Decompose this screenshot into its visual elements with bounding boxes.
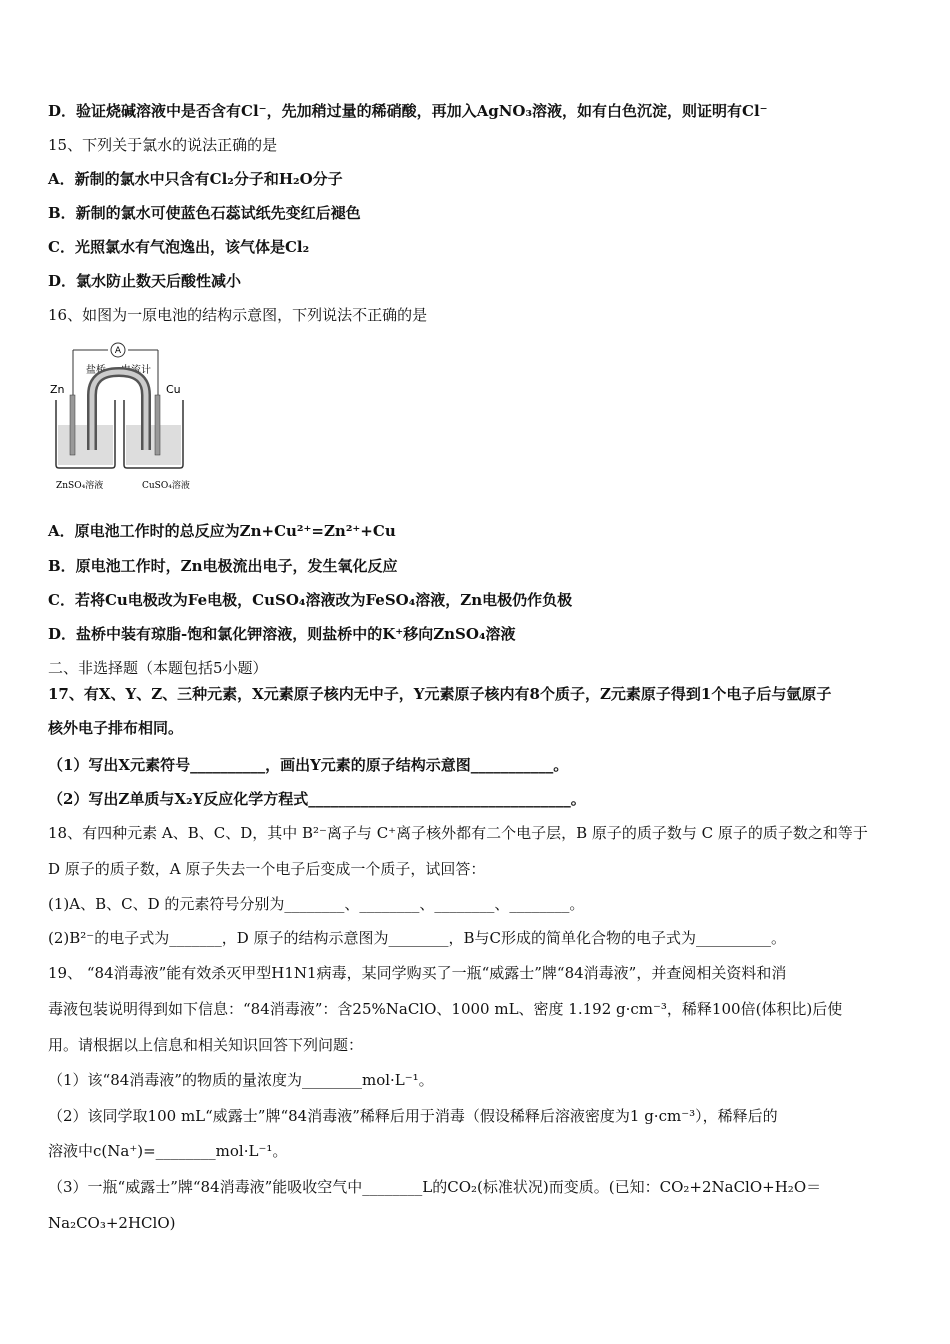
q18-stem-line2: D 原子的质子数，A 原子失去一个电子后变成一个质子，试回答： [48, 860, 486, 878]
q17-stem-line1: 17、有X、Y、Z、三种元素，X元素原子核内无中子，Y元素原子核内有8个质子，Z元素原子得到1个电子后与氩原子 [48, 685, 832, 703]
q19-stem-line3: 用。请根据以上信息和相关知识回答下列问题： [48, 1036, 364, 1054]
q15-option-a: A．新制的氯水中只含有Cl₂分子和H₂O分子 [48, 170, 343, 188]
q19-stem-line1: 19、 “84消毒液”能有效杀灭甲型H1N1病毒，某同学购买了一瓶“威露士”牌“84消毒液”，并查阅相关资料和消 [48, 964, 787, 982]
cuso4-label: CuSO₄溶液 [142, 481, 190, 491]
q14-option-d: D．验证烧碱溶液中是否含有Cl⁻，先加稍过量的稀硝酸，再加入AgNO₃溶液，如有白色沉淀，则证明有Cl⁻ [48, 102, 768, 120]
q15-option-d: D．氯水防止数天后酸性减小 [48, 272, 242, 290]
zn-electrode-label: Zn [50, 383, 65, 396]
galvanic-cell-diagram [48, 340, 218, 500]
q19-part3-line2: Na₂CO₃+2HClO) [48, 1214, 176, 1232]
q16-option-b: B．原电池工作时，Zn电极流出电子，发生氧化反应 [48, 557, 398, 575]
section-heading: 二、非选择题（本题包括5小题） [48, 659, 268, 677]
q18-stem-line1: 18、有四种元素 A、B、C、D，其中 B²⁻离子与 C⁺离子核外都有二个电子层，B 原子的质子数与 C 原子的质子数之和等于 [48, 824, 868, 842]
q16-option-c: C．若将Cu电极改为Fe电极，CuSO₄溶液改为FeSO₄溶液，Zn电极仍作负极 [48, 591, 573, 609]
q16-stem: 16、如图为一原电池的结构示意图，下列说法不正确的是 [48, 306, 428, 324]
galvanometer-label: 电流计 [121, 365, 151, 376]
q19-part3-line1: （3）一瓶“威露士”牌“84消毒液”能吸收空气中________L的CO₂(标准状况)而变质。(已知：CO₂+2NaClO+H₂O＝ [48, 1178, 822, 1196]
q18-part1: (1)A、B、C、D 的元素符号分别为________、________、________、________。 [48, 895, 585, 913]
q15-stem: 15、下列关于氯水的说法正确的是 [48, 136, 278, 154]
q19-part2-line2: 溶液中c(Na⁺)=________mol·L⁻¹。 [48, 1142, 288, 1160]
q17-part2: （2）写出Z单质与X₂Y反应化学方程式___________________________________。 [48, 790, 586, 808]
q19-part1: （1）该“84消毒液”的物质的量浓度为________mol·L⁻¹。 [48, 1071, 434, 1089]
q17-part1: （1）写出X元素符号__________，画出Y元素的原子结构示意图___________。 [48, 756, 569, 774]
q17-stem-line2: 核外电子排布相同。 [48, 719, 184, 737]
q18-part2: (2)B²⁻的电子式为_______，D 原子的结构示意图为________，B与C形成的简单化合物的电子式为__________。 [48, 929, 786, 947]
q19-stem-line2: 毒液包装说明得到如下信息：“84消毒液”：含25%NaClO、1000 mL、密度 1.192 g·cm⁻³，稀释100倍(体积比)后使 [48, 1000, 843, 1018]
cu-electrode-label: Cu [166, 383, 181, 396]
q16-option-a: A．原电池工作时的总反应为Zn+Cu²⁺=Zn²⁺+Cu [48, 522, 396, 540]
q16-option-d: D．盐桥中装有琼脂-饱和氯化钾溶液，则盐桥中的K⁺移向ZnSO₄溶液 [48, 625, 516, 643]
q15-option-c: C．光照氯水有气泡逸出，该气体是Cl₂ [48, 238, 310, 256]
salt-bridge-label: 盐桥 [86, 365, 106, 376]
znso4-label: ZnSO₄溶液 [56, 481, 104, 491]
q15-option-b: B．新制的氯水可使蓝色石蕊试纸先变红后褪色 [48, 204, 361, 222]
ammeter-label: A [114, 346, 122, 356]
q19-part2-line1: （2）该同学取100 mL“威露士”牌“84消毒液”稀释后用于消毒（假设稀释后溶液密度为1 g·cm⁻³），稀释后的 [48, 1107, 778, 1125]
